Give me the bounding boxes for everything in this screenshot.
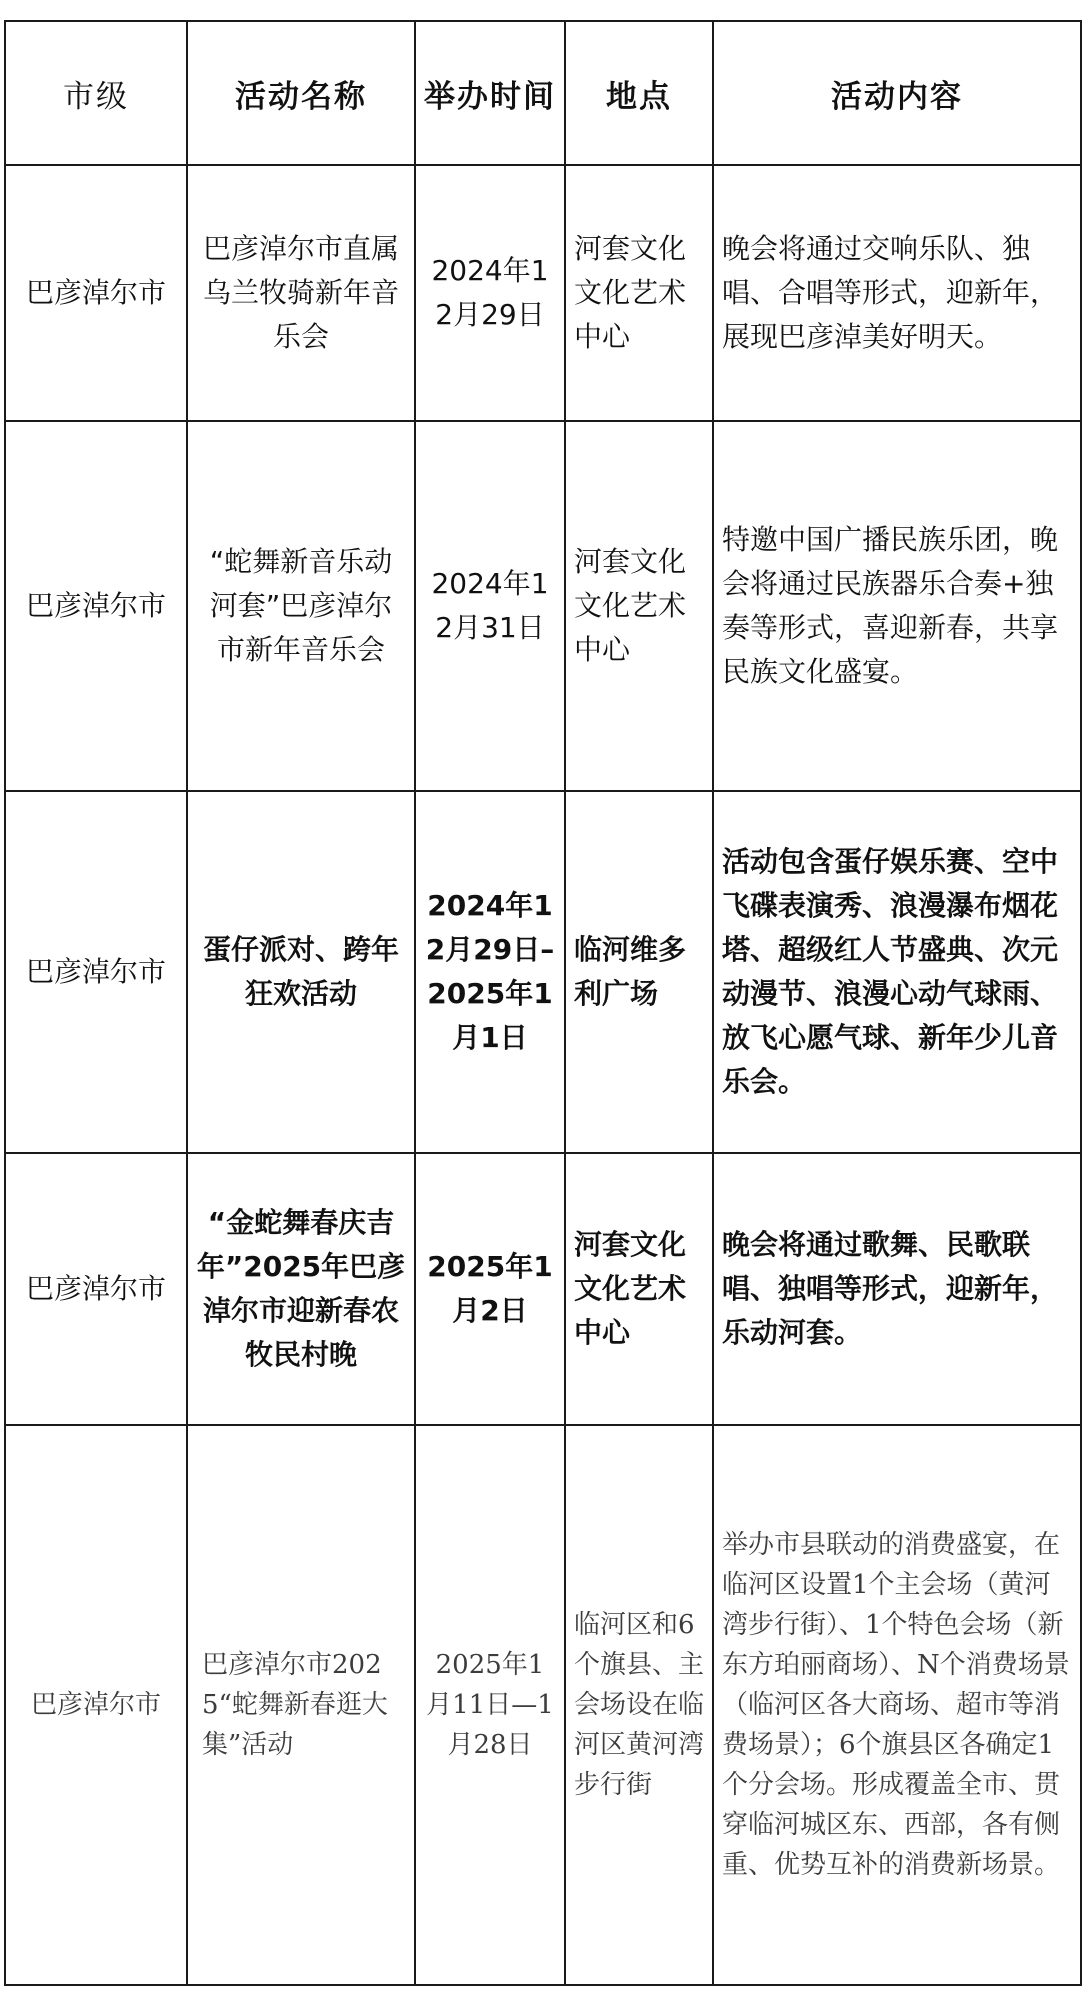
- table-row: [5, 165, 1081, 421]
- header-place: 地点: [565, 21, 713, 165]
- date-cell: 2024年12月29日: [415, 165, 565, 421]
- city-cell: 巴彦淖尔市: [5, 1425, 187, 1985]
- header-activity-name: 活动名称: [187, 21, 415, 165]
- date-cell: 2025年1月11日—1月28日: [415, 1425, 565, 1985]
- place-cell: 河套文化文化艺术中心: [565, 421, 713, 791]
- table-row: [5, 421, 1081, 791]
- header-city: 市级: [5, 21, 187, 165]
- content-cell: 特邀中国广播民族乐团，晚会将通过民族器乐合奏+独奏等形式，喜迎新春，共享民族文化盛宴。: [713, 421, 1081, 791]
- activity-name-cell: “蛇舞新音乐动河套”巴彦淖尔市新年音乐会: [187, 421, 415, 791]
- activity-name-cell: “金蛇舞春庆吉年”2025年巴彦淖尔市迎新春农牧民村晚: [187, 1153, 415, 1425]
- city-cell: 巴彦淖尔市: [5, 421, 187, 791]
- table-row: [5, 1153, 1081, 1425]
- city-cell: 巴彦淖尔市: [5, 1153, 187, 1425]
- content-cell: 晚会将通过交响乐队、独唱、合唱等形式，迎新年，展现巴彦淖美好明天。: [713, 165, 1081, 421]
- table-row: [5, 1425, 1081, 1985]
- city-cell: 巴彦淖尔市: [5, 165, 187, 421]
- activity-name-cell: 蛋仔派对、跨年狂欢活动: [187, 791, 415, 1153]
- place-cell: 河套文化文化艺术中心: [565, 1153, 713, 1425]
- place-cell: 河套文化文化艺术中心: [565, 165, 713, 421]
- activity-name-cell: 巴彦淖尔市直属乌兰牧骑新年音乐会: [187, 165, 415, 421]
- activity-name-cell: 巴彦淖尔市2025“蛇舞新春逛大集”活动: [187, 1425, 415, 1985]
- events-table: [4, 20, 1082, 1986]
- header-row: [5, 21, 1081, 165]
- content-cell: 举办市县联动的消费盛宴，在临河区设置1个主会场（黄河湾步行街）、1个特色会场（新东方珀丽商场）、N个消费场景（临河区各大商场、超市等消费场景）；6个旗县区各确定1个分会场。形成覆盖全市、贯穿临河城区东、西部，各有侧重、优势互补的消费新场景。: [713, 1425, 1081, 1985]
- place-cell: 临河区和6个旗县、主会场设在临河区黄河湾步行街: [565, 1425, 713, 1985]
- place-cell: 临河维多利广场: [565, 791, 713, 1153]
- table-row: [5, 791, 1081, 1153]
- header-content: 活动内容: [713, 21, 1081, 165]
- city-cell: 巴彦淖尔市: [5, 791, 187, 1153]
- date-cell: 2024年12月29日–2025年1月1日: [415, 791, 565, 1153]
- content-cell: 晚会将通过歌舞、民歌联唱、独唱等形式，迎新年，乐动河套。: [713, 1153, 1081, 1425]
- date-cell: 2024年12月31日: [415, 421, 565, 791]
- header-date: 举办时间: [415, 21, 565, 165]
- content-cell: 活动包含蛋仔娱乐赛、空中飞碟表演秀、浪漫瀑布烟花塔、超级红人节盛典、次元动漫节、浪漫心动气球雨、放飞心愿气球、新年少儿音乐会。: [713, 791, 1081, 1153]
- date-cell: 2025年1月2日: [415, 1153, 565, 1425]
